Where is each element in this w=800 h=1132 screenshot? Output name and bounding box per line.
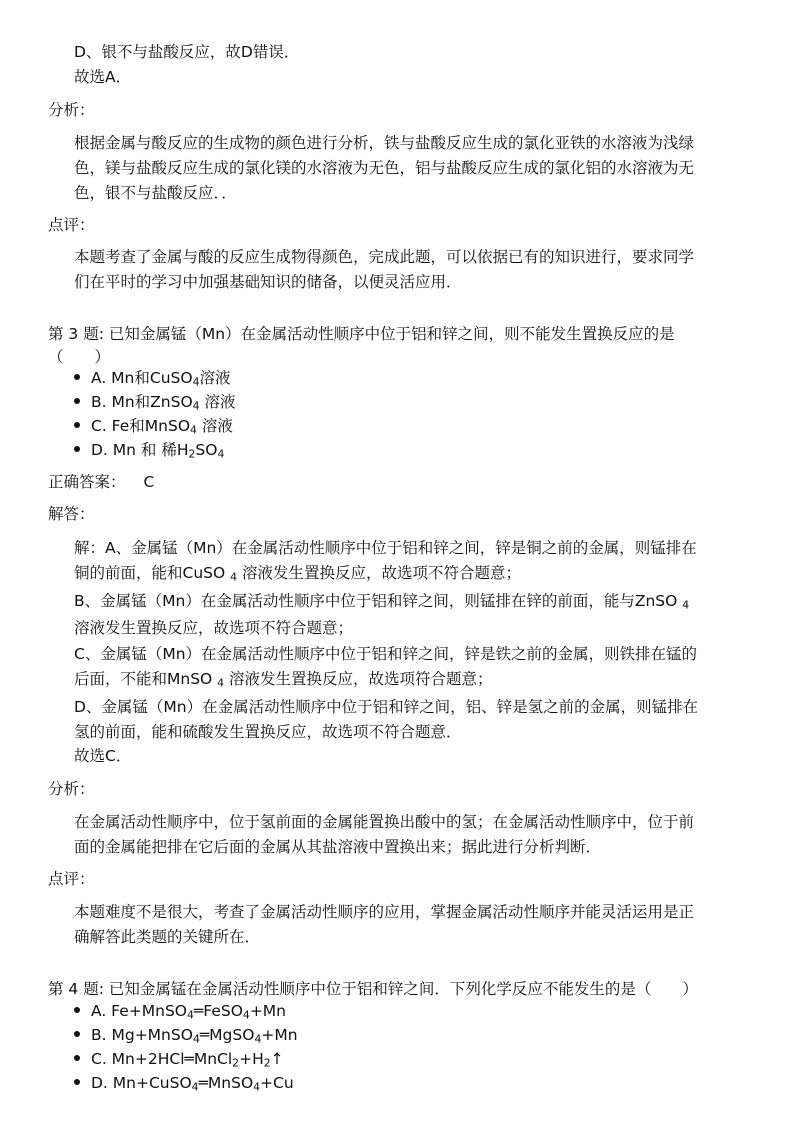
q3-solution-a: 解：A、金属锰（Mn）在金属活动性顺序中位于铝和锌之间，锌是铜之前的金属，则锰排在	[74, 539, 697, 557]
q2-analysis-line: 色，镁与盐酸反应生成的氯化镁的水溶液为无色，铝与盐酸反应生成的氯化铝的水溶液为无	[74, 159, 695, 177]
q2-comment-line: 本题考查了金属与酸的反应生成物得颜色，完成此题，可以依据已有的知识进行，要求同学	[74, 248, 695, 266]
q3-solution-d: D、金属锰（Mn）在金属活动性顺序中位于铝和锌之间，铝、锌是氢之前的金属，则锰排在	[74, 698, 699, 716]
q2-choose: 故选A．	[74, 68, 132, 86]
q3-solution-c-cont: 后面，不能和MnSO $_4$ 溶液发生置换反应，故选项符合题意；	[74, 670, 493, 690]
q4-option-c: C. $Mn+2HCl═MnCl_2+H_2↑$	[74, 1047, 284, 1076]
q3-option-c: C. Fe和MnSO$_4$ 溶液	[74, 414, 233, 443]
q3-comment-line: 确解答此类题的关键所在．	[74, 928, 261, 946]
q4-option-b: B. Mg+MnSO$_4$═MgSO$_4$+Mn	[74, 1023, 298, 1052]
q3-solution-d-cont: 氢的前面，能和硫酸发生置换反应，故选项不符合题意．	[74, 723, 462, 741]
q2-analysis-line: 根据金属与酸反应的生成物的颜色进行分析，铁与盐酸反应生成的氯化亚铁的水溶液为浅绿	[74, 134, 695, 152]
q3-solution-a-cont: 铜的前面，能和CuSO $_4$ 溶液发生置换反应，故选项不符合题意；	[74, 564, 521, 584]
bullet-icon	[74, 1031, 80, 1037]
q4-title: 第 4 题: 已知金属锰在金属活动性顺序中位于铝和锌之间．下列化学反应不能发生的是（ ）	[48, 980, 698, 998]
q3-correct-answer: 正确答案： C	[48, 473, 155, 491]
q3-comment-label: 点评：	[48, 870, 95, 888]
q2-answer-d: D、银不与盐酸反应，故D错误．	[74, 43, 300, 61]
bullet-icon	[74, 422, 80, 428]
q3-analysis-label: 分析：	[48, 780, 95, 798]
q3-solution-b: B、金属锰（Mn）在金属活动性顺序中位于铝和锌之间，则锰排在锌的前面，能与ZnSO $_4$	[74, 592, 690, 612]
q3-comment-line: 本题难度不是很大，考查了金属活动性顺序的应用，掌握金属活动性顺序并能灵活运用是正	[74, 903, 695, 921]
q3-solution-c: C、金属锰（Mn）在金属活动性顺序中位于铝和锌之间，锌是铁之前的金属，则铁排在锰的	[74, 645, 698, 663]
q3-option-b: B. Mn和ZnSO$_4$ 溶液	[74, 390, 236, 419]
q4-option-a: A. Fe+MnSO$_4$═FeSO$_4$+Mn	[74, 999, 286, 1028]
q3-choose: 故选C．	[74, 747, 132, 765]
q2-comment-label: 点评：	[48, 216, 95, 234]
bullet-icon	[74, 374, 80, 380]
bullet-icon	[74, 1007, 80, 1013]
bullet-icon	[74, 398, 80, 404]
q2-analysis-label: 分析：	[48, 101, 95, 119]
q2-comment-line: 们在平时的学习中加强基础知识的储备，以便灵活应用．	[74, 273, 462, 291]
q3-analysis-line: 面的金属能把排在它后面的金属从其盐溶液中置换出来；据此进行分析判断．	[74, 838, 602, 856]
q3-title: 第 3 题: 已知金属锰（Mn）在金属活动性顺序中位于铝和锌之间，则不能发生置换反应的是	[48, 325, 675, 343]
q3-solution-label: 解答：	[48, 505, 95, 523]
bullet-icon	[74, 1079, 80, 1085]
q4-option-d: D. Mn+CuSO$_4$═MnSO$_4$+Cu	[74, 1071, 294, 1100]
q3-title-cont: （ ）	[48, 348, 111, 366]
bullet-icon	[74, 446, 80, 452]
q2-analysis-line: 色，银不与盐酸反应．．	[74, 184, 237, 202]
q3-option-d: D. Mn 和 稀$H_2SO_4$	[74, 438, 224, 467]
bullet-icon	[74, 1055, 80, 1061]
q3-analysis-line: 在金属活动性顺序中，位于氢前面的金属能置换出酸中的氢；在金属活动性顺序中，位于前	[74, 813, 695, 831]
q3-option-a: A. Mn和CuSO$_4$溶液	[74, 366, 231, 395]
q3-solution-b-cont: 溶液发生置换反应，故选项不符合题意；	[74, 619, 354, 637]
